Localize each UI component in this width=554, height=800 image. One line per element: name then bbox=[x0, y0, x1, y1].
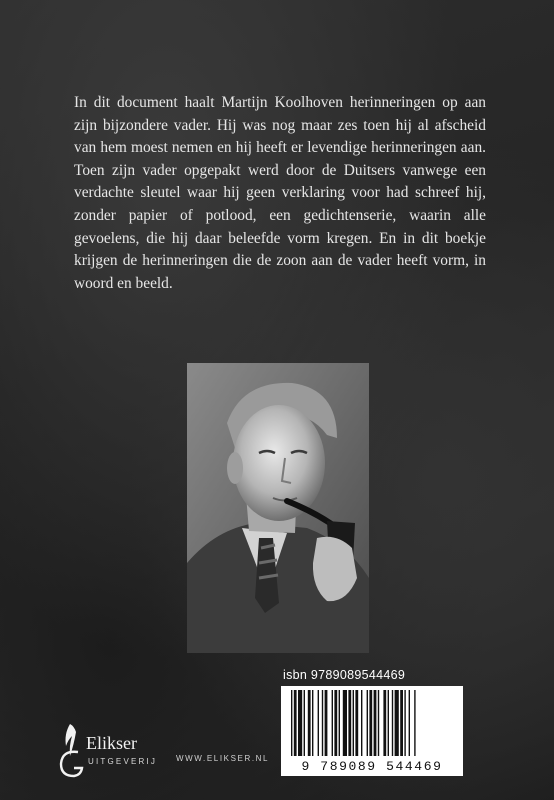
publisher-subtitle: UITGEVERIJ bbox=[88, 757, 158, 766]
isbn-label: isbn 9789089544469 bbox=[283, 668, 406, 682]
isbn-barcode bbox=[281, 686, 463, 776]
feather-logo-icon bbox=[56, 722, 86, 778]
publisher-name: Elikser bbox=[86, 733, 137, 753]
author-father-photo bbox=[187, 363, 369, 653]
publisher-logo bbox=[56, 722, 166, 778]
publisher-website: WWW.ELIKSER.NL bbox=[176, 754, 270, 763]
blurb-text: In dit document haalt Martijn Koolhoven herinneringen op aan zijn bijzondere vader. Hij was nog maar zes toen hij al afscheid van hem moest nemen en hij heeft er levendige herinneringen aan. Toen zijn vader opgepakt werd door de Duitsers vanwege een verdachte sleutel waar hij geen verklaring voor had schreef hij, zonder papier of potlood, een gedichtenserie, waarin alle gevoelens, die hij daar beleefde vorm kregen. En in dit boekje krijgen de herinneringen die de zoon aan de vader heeft vorm, in woord en beeld. bbox=[74, 94, 486, 292]
barcode-digits: 9 789089 544469 bbox=[285, 759, 459, 774]
